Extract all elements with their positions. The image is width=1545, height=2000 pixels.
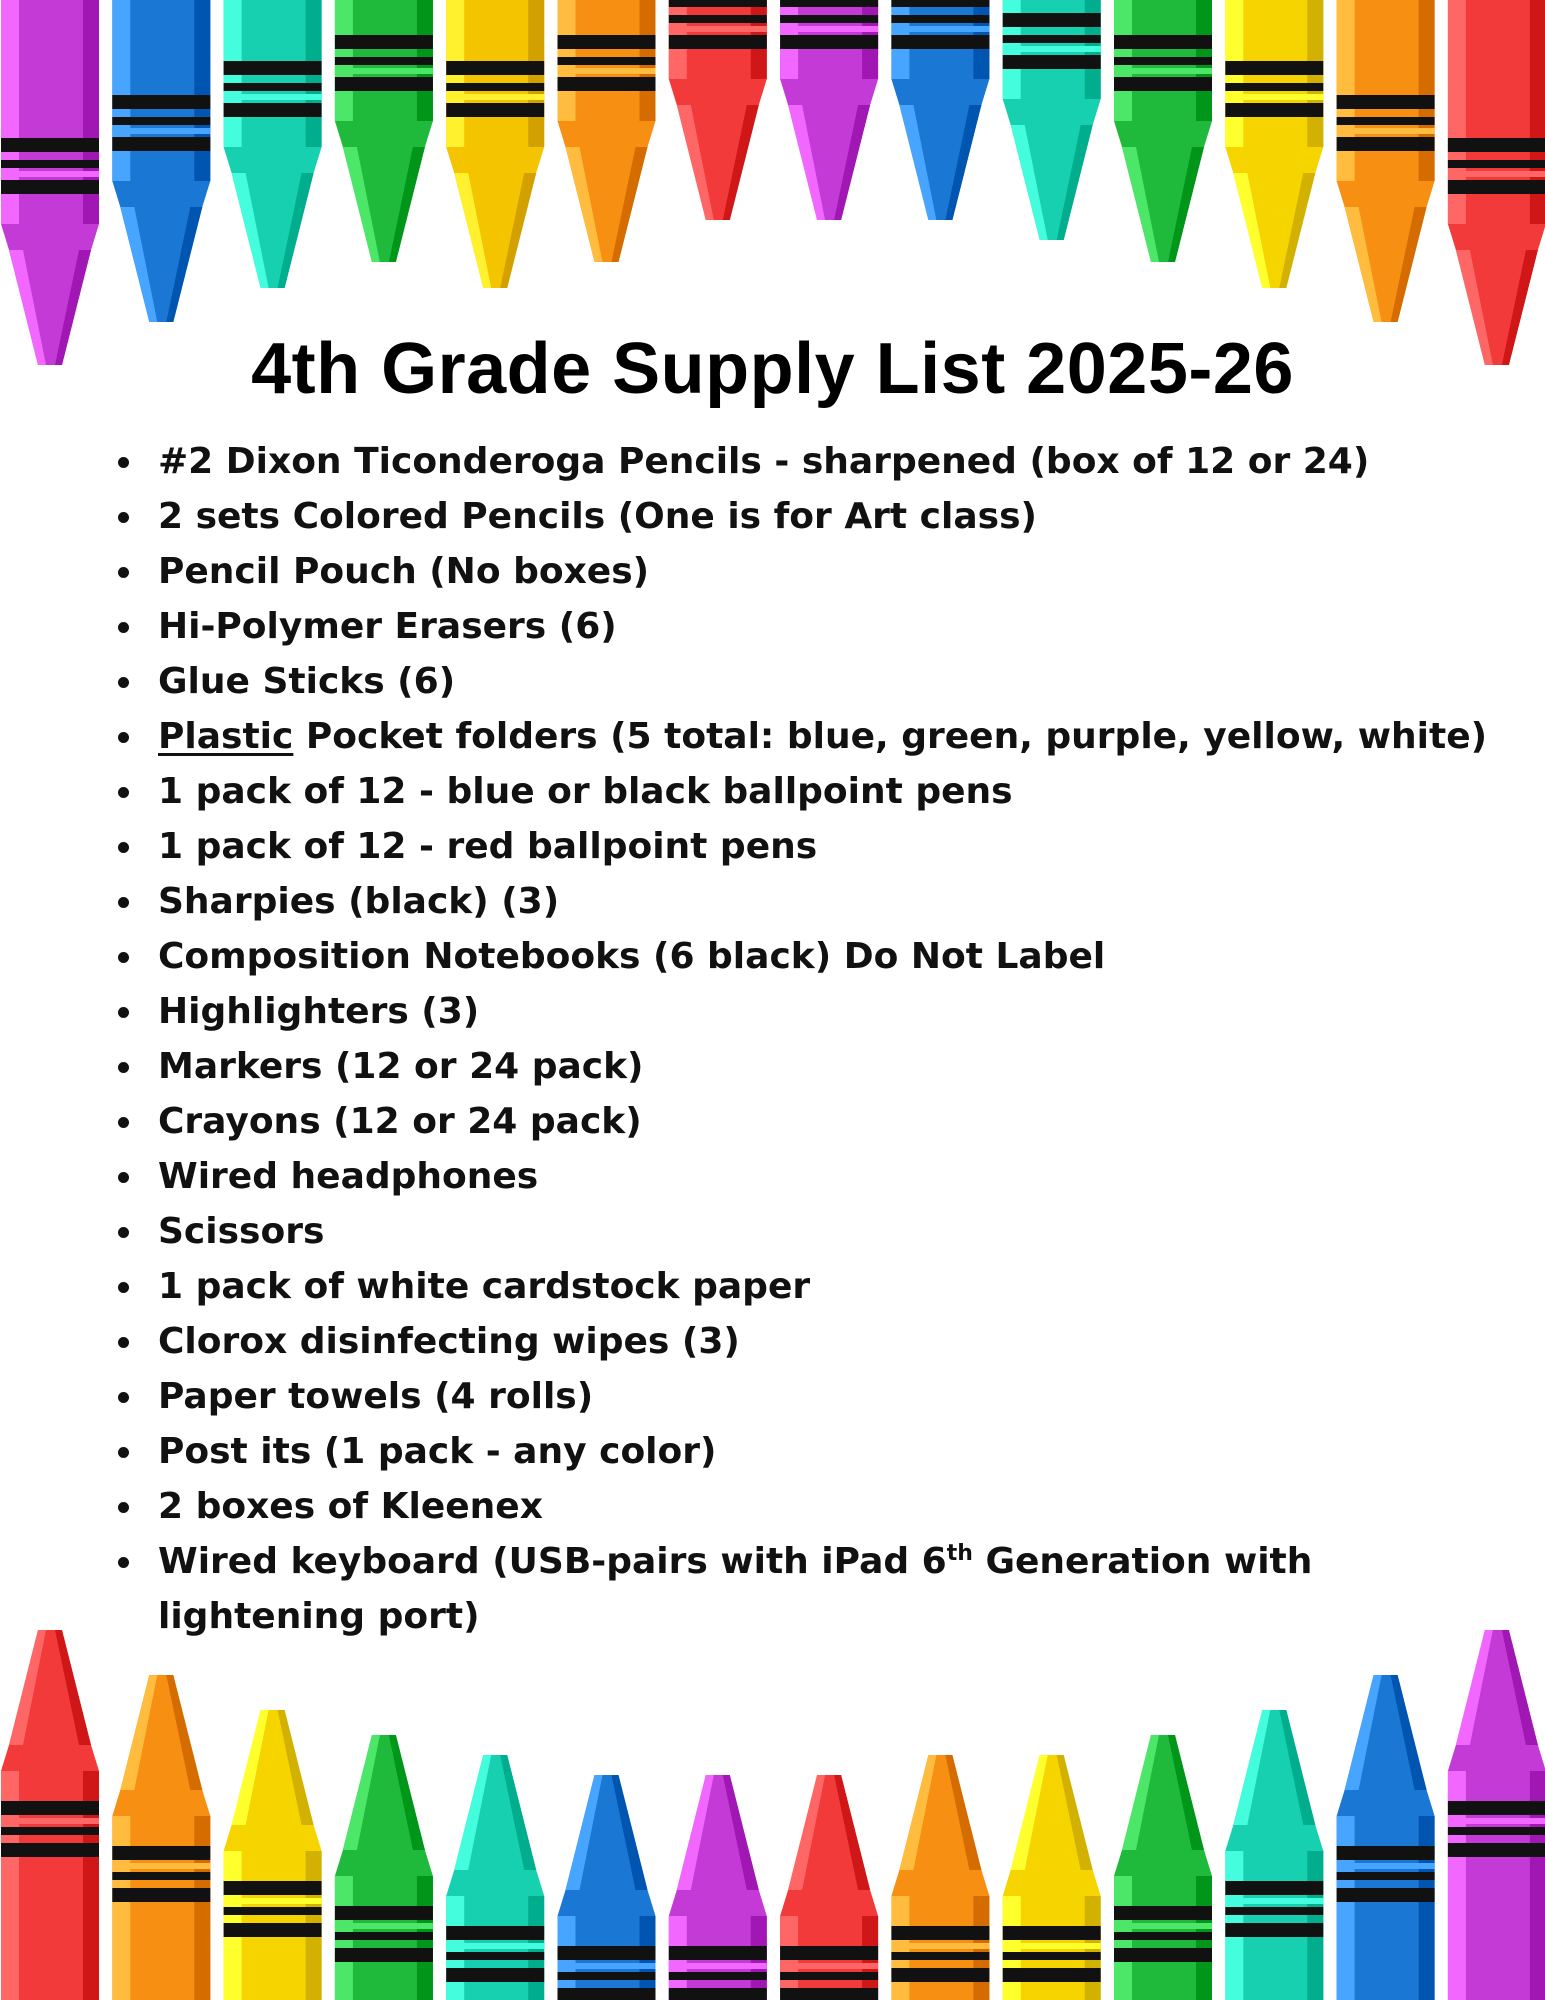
item-text: Wired keyboard (USB-pairs with iPad 6: [158, 1541, 947, 1582]
list-item: Crayons (12 or 24 pack): [118, 1094, 1488, 1149]
crayon: [446, 0, 544, 288]
crayon: [1114, 0, 1212, 262]
top-crayon-border: [0, 0, 1545, 380]
item-text: Generation with lightening port): [158, 1541, 1313, 1637]
list-item: Highlighters (3): [118, 984, 1488, 1039]
list-item: 1 pack of 12 - blue or black ballpoint pens: [118, 764, 1488, 819]
crayon: [224, 1710, 322, 2000]
crayon: [558, 1775, 656, 2000]
list-item: Hi-Polymer Erasers (6): [118, 599, 1488, 654]
list-item: Sharpies (black) (3): [118, 874, 1488, 929]
crayon: [335, 1735, 433, 2000]
crayon: [1448, 1630, 1545, 2000]
crayon: [1225, 0, 1323, 288]
list-item: Glue Sticks (6): [118, 654, 1488, 709]
crayon: [446, 1755, 544, 2000]
bottom-crayon-border: [0, 1620, 1545, 2000]
list-item: 2 sets Colored Pencils (One is for Art class): [118, 489, 1488, 544]
superscript: th: [946, 1541, 973, 1566]
list-item: Composition Notebooks (6 black) Do Not Label: [118, 929, 1488, 984]
supply-list: [118, 434, 1488, 1644]
crayon: [224, 0, 322, 288]
list-item: Clorox disinfecting wipes (3): [118, 1314, 1488, 1369]
crayon: [1, 1630, 99, 2000]
crayon: [1225, 1710, 1323, 2000]
crayon: [112, 0, 210, 322]
list-item: 2 boxes of Kleenex: [118, 1479, 1488, 1534]
crayon: [891, 0, 989, 220]
list-item: Markers (12 or 24 pack): [118, 1039, 1488, 1094]
crayon: [558, 0, 656, 262]
list-item: [118, 709, 1488, 764]
list-item: Wired headphones: [118, 1149, 1488, 1204]
page-title: 4th Grade Supply List 2025-26: [251, 329, 1294, 409]
underlined-word: Plastic: [158, 716, 294, 757]
crayon: [1337, 1675, 1435, 2000]
list-item: Paper towels (4 rolls): [118, 1369, 1488, 1424]
crayon: [891, 1755, 989, 2000]
crayon: [669, 1775, 767, 2000]
item-text: Pocket folders (5 total: blue, green, purple, yellow, white): [293, 716, 1488, 757]
crayon: [1448, 0, 1545, 365]
list-item: Scissors: [118, 1204, 1488, 1259]
crayon: [1114, 1735, 1212, 2000]
list-item: Pencil Pouch (No boxes): [118, 544, 1488, 599]
list-item: 1 pack of white cardstock paper: [118, 1259, 1488, 1314]
list-item: #2 Dixon Ticonderoga Pencils - sharpened (box of 12 or 24): [118, 434, 1488, 489]
crayon: [669, 0, 767, 220]
crayon: [780, 0, 878, 220]
list-item: Post its (1 pack - any color): [118, 1424, 1488, 1479]
crayon: [335, 0, 433, 262]
crayon: [1337, 0, 1435, 322]
crayon: [1, 0, 99, 365]
crayon: [780, 1775, 878, 2000]
crayon: [112, 1675, 210, 2000]
crayon: [1003, 0, 1101, 240]
crayon: [1003, 1755, 1101, 2000]
list-item: 1 pack of 12 - red ballpoint pens: [118, 819, 1488, 874]
